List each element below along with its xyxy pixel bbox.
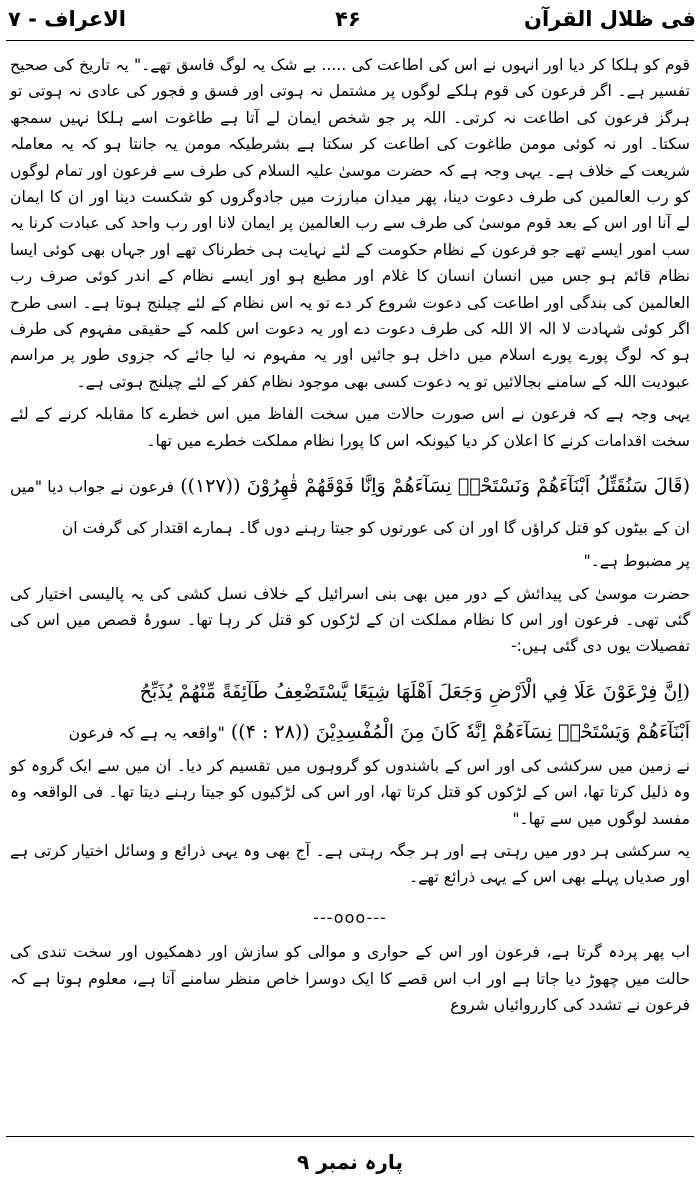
footer-rule <box>6 1136 694 1137</box>
quran-quote-translation: فرعون نے جواب دیا "میں ان کے بیٹوں کو قتل کراؤں گا اور ان کی عورتوں کو جیتا رہنے دوں گا۔ ہمارے اقتدار کی گرفت ان <box>10 478 690 538</box>
quran-quote-translation: "واقعہ یہ ہے کہ فرعون <box>68 723 225 742</box>
header-rule <box>6 40 694 41</box>
paragraph: نے زمین میں سرکشی کی اور اس کے باشندوں کو گروہوں میں تقسیم کر دیا۔ ان میں سے ایک گروہ کو وہ ذلیل کرتا تھا، اس کے لڑکوں کو قتل کرتا تھا، اور اس کی لڑکیوں کو جیتا رہنے دیتا تھا۔ فی الواقعہ وہ مفسد لوگوں میں سے تھا۔" <box>10 756 690 828</box>
book-title: فی ظلال القرآن <box>524 7 696 31</box>
paragraph: یہی وجہ ہے کہ فرعون نے اس صورت حالات میں سخت الفاظ میں اس خطرے کا مقابلہ کرنے کے لئے سخت اقدامات کرنے کا اعلان کر دیا کیونکہ اس کا پورا نظام مملکت خطرے میں تھا۔ <box>10 405 690 450</box>
page-number: ۴۶ <box>335 7 361 31</box>
surah-label: الاعراف - ۷ <box>8 7 127 31</box>
paragraph: یہ سرکشی ہر دور میں رہتی ہے اور ہر جگہ رہتی ہے۔ آج بھی وہ یہی ذرائع و وسائل اختیار کرتی ہے اور صدیاں پہلے بھی اس کے یہی ذرائع تھے۔ <box>10 841 690 887</box>
quran-quote <box>10 712 690 753</box>
section-separator: ---ooo--- <box>313 907 387 927</box>
paragraph: اب پھر پردہ گرتا ہے، فرعون اور اس کے حواری و موالی کو سازش اور دھمکیوں اور سخت تندی کی حالت میں چھوڑ دیا جاتا ہے اور اب اس قصے کا ایک دوسرا خاص منظر سامنے آتا ہے، معلوم ہوتا ہے کہ فرعون نے تشدد کی کارروائیاں شروع <box>10 943 690 1014</box>
paragraph: قوم کو ہلکا کر دیا اور انہوں نے اس کی اطاعت کی ..... بے شک یہ لوگ فاسق تھے۔" یہ تاریخ کی صحیح تفسیر ہے۔ اگر فرعون کی قوم ہلکے لوگوں پر مشتمل نہ ہوتی اور فسق و فجور کی عادی نہ ہوتی تو ہرگز فرعون کی اطاعت نہ کرتی۔ اللہ پر جو شخص ایمان لے آتا ہے طاغوت اسے ہلکا نہیں سمجھ سکتا۔ اور نہ کوئی مومن طاغوت کی اطاعت کر سکتا ہے بشرطیکہ مومن یہ جانتا ہو کہ یہ معاملہ شریعت کے خلاف ہے۔ یہی وجہ ہے کہ حضرت موسیٰ علیہ السلام کی طرف سے فرعون اور تمام لوگوں کو رب العالمین کی طرف دعوت دینا، پھر میدان مبارزت میں جادوگروں کو شکست دینا اور ان کا ایمان لے آنا اور اس کے بعد قوم موسیٰ کی طرف سے رب العالمین پر ایمان لانا اور رب واحد کی عبادت کرنا یہ سب امور ایسے تھے جو فرعون کے نظام حکومت کے لئے نہایت ہی خطرناک تھے اور جہاں بھی کوئی ایسا نظام قائم ہو جس میں انسان انسان کا غلام اور مطیع ہو اور ایسے نظام کے اندر کوئی صرف رب العالمین کی بندگی اور اطاعت کی دعوت شروع کر دے تو یہ اس نظام کے لئے چیلنج ہوتا ہے۔ اسی طرح اگر کوئی شہادت لا الہ الا اللہ کی طرف دعوت دے اور یہ دعوت اس کلمہ کے حقیقی مفہوم کی طرف ہو کہ لوگ پورے پورے اسلام میں داخل ہو جائیں اور یہ مفہوم نہ لیا جائے کہ جزوی طور پر مراسم عبودیت اللہ کے سامنے بجالائیں تو یہ دعوت کسی بھی موجود نظام کفر کے لئے چیلنج ہوتی ہے۔ <box>10 56 690 391</box>
paragraph: پر مضبوط ہے۔" <box>583 552 690 571</box>
quran-quote-arabic: اَبْنَآءَهُمْ وَيَسْتَحْيٖ نِسَآءَهُمْ اِنَّهٗ كَانَ مِنَ الْمُفْسِدِيْنَ ((۲۸ : ۴)) <box>230 720 690 743</box>
quran-quote <box>10 466 690 548</box>
juz-label: پارہ نمبر ۹ <box>297 1150 403 1174</box>
page-body <box>10 52 690 1018</box>
paragraph: حضرت موسیٰ کی پیدائش کے دور میں بھی بنی اسرائیل کے خلاف نسل کشی کی یہ پالیسی اختیار کی گئی تھی۔ فرعون اور اس کا نظام مملکت ان کے لڑکوں کو قتل کر رہا تھا۔ سورۂ قصص میں اس کی تفصیلات یوں دی گئی ہیں:- <box>10 584 690 656</box>
quran-quote-arabic: (قَالَ سَنُقَتِّلُ اَبْنَآءَهُمْ وَنَسْتَحْيٖ نِسَآءَهُمْ وَاِنَّا فَوْقَهُمْ قٰهِرُوْنَ ((۱۲۷)) <box>180 475 691 498</box>
quran-quote-line: (اِنَّ فِرْعَوْنَ عَلَا فِي الْاَرْضِ وَجَعَلَ اَهْلَهَا شِيَعًا يَّسْتَضْعِفُ طَآئِفَةً مِّنْهُمْ يُذَبِّحُ <box>139 680 690 703</box>
